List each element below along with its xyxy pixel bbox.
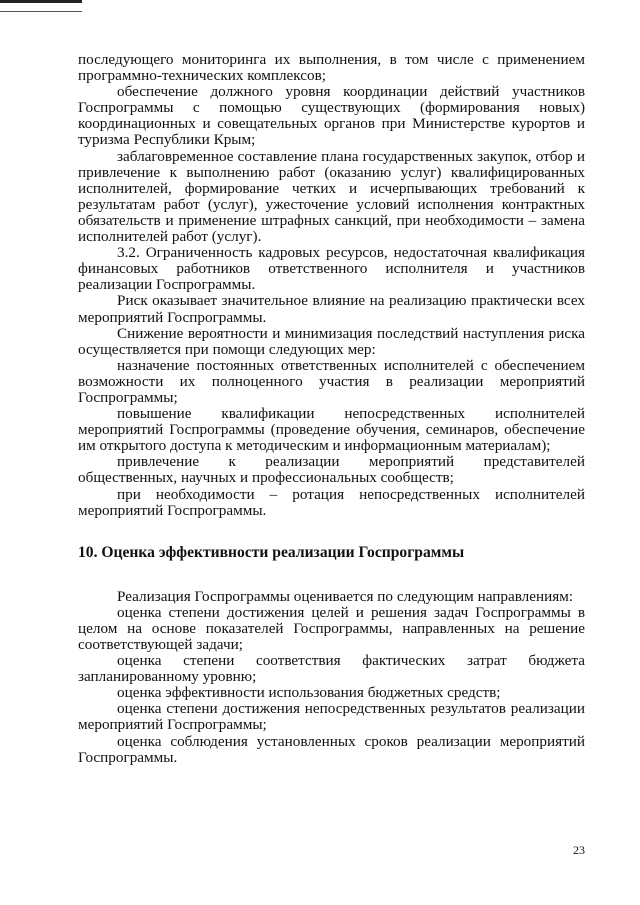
paragraph: повышение квалификации непосредственных исполнителей мероприятий Госпрограммы (проведение обучения, семинаров, обеспечение им открытого доступа к методическим и информационным материалам); [78, 405, 585, 455]
scan-edge-mark [0, 0, 82, 12]
section-heading: 10. Оценка эффективности реализации Госпрограммы [78, 543, 465, 561]
paragraph: последующего мониторинга их выполнения, в том числе с применением программно-технических комплексов; [78, 51, 585, 85]
paragraph: Риск оказывает значительное влияние на реализацию практически всех мероприятий Госпрограммы. [78, 292, 585, 326]
paragraph: заблаговременное составление плана государственных закупок, отбор и привлечение к выполнению работ (оказанию услуг) квалифицированных исполнителей, формирование четких и исчерпывающих требований к результатам работ (услуг), ужесточение условий исполнения контрактных обязательств и применение штрафных санкций, при необходимости – замена исполнителей работ (услуг). [78, 147, 585, 246]
paragraph: оценка эффективности использования бюджетных средств; [117, 684, 501, 702]
paragraph: Снижение вероятности и минимизация последствий наступления риска осуществляется при помощи следующих мер: [78, 324, 585, 358]
paragraph: 3.2. Ограниченность кадровых ресурсов, недостаточная квалификация финансовых работников ответственного исполнителя и участников реализации Госпрограммы. [78, 244, 585, 294]
paragraph: оценка степени соответствия фактических затрат бюджета запланированному уровню; [78, 652, 585, 686]
paragraph: оценка соблюдения установленных сроков реализации мероприятий Госпрограммы. [78, 732, 585, 766]
paragraph: оценка степени достижения целей и решения задач Госпрограммы в целом на основе показателей Госпрограммы, направленных на решение соответствующей задачи; [78, 603, 585, 653]
paragraph: Реализация Госпрограммы оценивается по следующим направлениям: [117, 587, 574, 605]
page-number: 23 [573, 843, 585, 857]
paragraph: оценка степени достижения непосредственных результатов реализации мероприятий Госпрограммы; [78, 700, 585, 734]
document-page [78, 52, 585, 766]
paragraph: привлечение к реализации мероприятий представителей общественных, научных и профессиональных сообществ; [78, 453, 585, 487]
paragraph: обеспечение должного уровня координации действий участников Госпрограммы с помощью существующих (формирования новых) координационных и совещательных органов при Министерстве курортов и туризма Республики Крым; [78, 83, 585, 149]
body-text-before [78, 52, 585, 519]
body-text-after [78, 589, 585, 766]
paragraph: при необходимости – ротация непосредственных исполнителей мероприятий Госпрограммы. [78, 485, 585, 519]
paragraph: назначение постоянных ответственных исполнителей с обеспечением возможности их полноценного участия в реализации мероприятий Госпрограммы; [78, 356, 585, 406]
